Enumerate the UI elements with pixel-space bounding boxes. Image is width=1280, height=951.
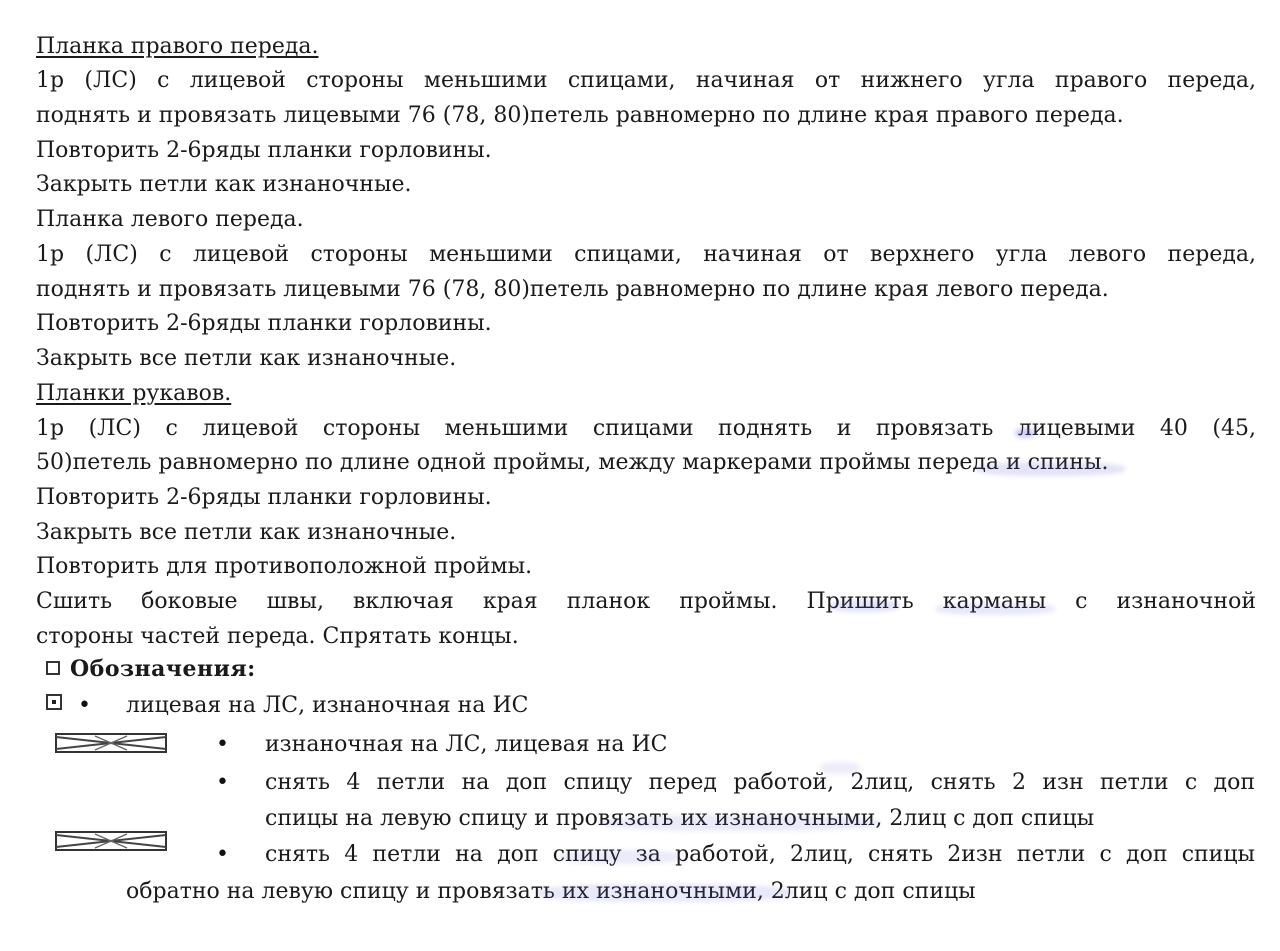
- text-line: Повторить 2-6ряды планки горловины.: [36, 138, 492, 163]
- text-line: поднять и провязать лицевыми 76 (78, 80)петель равномерно по длине края левого переда.: [36, 277, 1109, 302]
- text-line: Закрыть петли как изнаночные.: [36, 172, 412, 197]
- legend-item: изнаночная на ЛС, лицевая на ИС: [265, 732, 668, 757]
- dotted-square-icon: [46, 694, 62, 710]
- text-line: Закрыть все петли как изнаночные.: [36, 520, 457, 545]
- text-line: Закрыть все петли как изнаночные.: [36, 346, 457, 371]
- cable-front-symbol-icon: [55, 733, 167, 753]
- legend-item: спицы на левую спицу и провязать их изнаночными, 2лиц с доп спицы: [265, 806, 1095, 831]
- text-line: Повторить 2-6ряды планки горловины.: [36, 311, 492, 336]
- scan-smudge: [1015, 428, 1035, 438]
- legend-item: снять 4 петли на доп спицу за работой, 2лиц, снять 2изн петли с доп спицы: [265, 842, 1255, 867]
- scan-smudge: [535, 884, 795, 902]
- heading-right-front-band: Планка правого переда.: [36, 34, 319, 59]
- heading-sleeve-bands: Планки рукавов.: [36, 381, 232, 406]
- text-line: 1р (ЛС) с лицевой стороны меньшими спицами поднять и провязать лицевыми 40 (45,: [36, 416, 1256, 441]
- text-line: Повторить для противоположной проймы.: [36, 554, 533, 579]
- text-line: стороны частей переда. Спрятать концы.: [36, 624, 519, 649]
- text-line: 1р (ЛС) с лицевой стороны меньшими спицами, начиная от нижнего угла правого переда,: [36, 68, 1256, 93]
- scan-smudge: [820, 762, 860, 774]
- legend-title: Обозначения:: [70, 656, 256, 682]
- heading-left-front-band: Планка левого переда.: [36, 207, 304, 232]
- text-line: Повторить 2-6ряды планки горловины.: [36, 485, 492, 510]
- text-line: 50)петель равномерно по длине одной проймы, между маркерами проймы переда и спины.: [36, 450, 1109, 475]
- legend-item: снять 4 петли на доп спицу перед работой, 2лиц, снять 2 изн петли с доп: [265, 770, 1255, 795]
- bullet-icon: •: [216, 732, 229, 757]
- legend-item: обратно на левую спицу и провязать их изнаночными, 2лиц с доп спицы: [126, 879, 976, 904]
- cable-back-symbol-icon: [55, 831, 167, 851]
- scan-smudge: [975, 462, 1125, 476]
- bullet-icon: •: [78, 693, 91, 718]
- scan-smudge: [560, 850, 680, 864]
- bullet-icon: •: [216, 770, 229, 795]
- text-line: 1р (ЛС) с лицевой стороны меньшими спицами, начиная от верхнего угла левого переда,: [36, 242, 1256, 267]
- bullet-icon: •: [216, 842, 229, 867]
- legend-item: лицевая на ЛС, изнаночная на ИС: [126, 693, 529, 718]
- text-line: поднять и провязать лицевыми 76 (78, 80)петель равномерно по длине края правого переда.: [36, 103, 1124, 128]
- scan-smudge: [600, 815, 880, 831]
- text-line: Сшить боковые швы, включая края планок проймы. Пришить карманы с изнаночной: [36, 589, 1256, 614]
- scan-smudge: [935, 603, 1055, 615]
- scan-smudge: [830, 600, 900, 612]
- empty-square-icon: [46, 661, 60, 675]
